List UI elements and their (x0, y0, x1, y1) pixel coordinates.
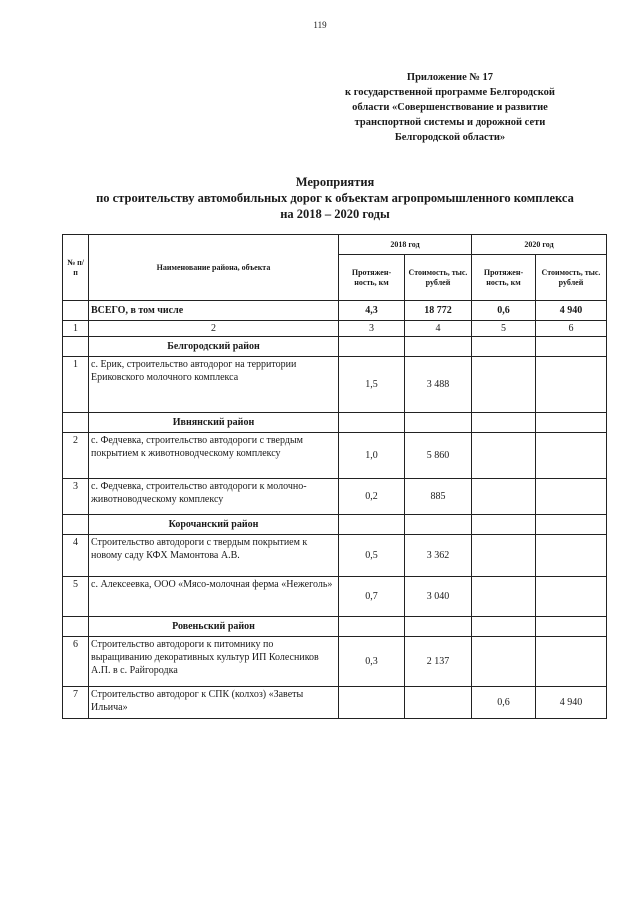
total-label: ВСЕГО, в том числе (89, 301, 339, 321)
header-row (63, 235, 607, 255)
column-number: 4 (405, 321, 472, 337)
district-num (63, 515, 89, 535)
column-number: 5 (472, 321, 536, 337)
row-length-2020 (472, 577, 536, 617)
district-name: Корочанский район (89, 515, 339, 535)
empty-cell (536, 515, 607, 535)
row-length-2018: 1,5 (339, 357, 405, 413)
row-num: 4 (63, 535, 89, 577)
total-cost-2020: 4 940 (536, 301, 607, 321)
row-length-2020 (472, 433, 536, 479)
district-row (63, 413, 607, 433)
column-number-row (63, 321, 607, 337)
total-row (63, 301, 607, 321)
appendix-line: к государственной программе Белгородской (345, 87, 555, 98)
row-num: 7 (63, 687, 89, 719)
header-length-2018: Протяжен-ность, км (339, 255, 405, 301)
measures-table (62, 234, 607, 719)
row-num: 1 (63, 357, 89, 413)
row-num: 5 (63, 577, 89, 617)
column-number: 6 (536, 321, 607, 337)
row-num: 2 (63, 433, 89, 479)
header-length-2020: Протяжен-ность, км (472, 255, 536, 301)
row-length-2020 (472, 479, 536, 515)
row-cost-2020 (536, 535, 607, 577)
column-number: 2 (89, 321, 339, 337)
empty-cell (472, 337, 536, 357)
appendix-line: Белгородской области» (394, 132, 506, 143)
row-cost-2018: 5 860 (405, 433, 472, 479)
document-title (40, 174, 630, 222)
empty-cell (472, 413, 536, 433)
district-name: Ровеньский район (89, 617, 339, 637)
title-line: по строительству автомобильных дорог к объектам агропромышленного комплекса (96, 191, 574, 205)
table-row (63, 479, 607, 515)
total-cost-2018: 18 772 (405, 301, 472, 321)
empty-cell (536, 617, 607, 637)
row-length-2018: 0,3 (339, 637, 405, 687)
row-length-2020 (472, 535, 536, 577)
row-num: 6 (63, 637, 89, 687)
row-cost-2020 (536, 637, 607, 687)
table-row (63, 433, 607, 479)
row-length-2020: 0,6 (472, 687, 536, 719)
table-row (63, 357, 607, 413)
row-length-2018: 0,5 (339, 535, 405, 577)
row-cost-2020 (536, 433, 607, 479)
district-name: Ивнянский район (89, 413, 339, 433)
row-name: Строительство автодороги с твердым покрытием к новому саду КФХ Мамонтова А.В. (89, 535, 339, 577)
total-num (63, 301, 89, 321)
row-num: 3 (63, 479, 89, 515)
district-name: Белгородский район (89, 337, 339, 357)
row-cost-2020 (536, 577, 607, 617)
empty-cell (405, 413, 472, 433)
district-num (63, 617, 89, 637)
row-length-2018: 1,0 (339, 433, 405, 479)
row-length-2018 (339, 687, 405, 719)
row-cost-2018: 3 362 (405, 535, 472, 577)
empty-cell (405, 617, 472, 637)
total-length-2020: 0,6 (472, 301, 536, 321)
row-name: Строительство автодорог к СПК (колхоз) «Заветы Ильича» (89, 687, 339, 719)
row-cost-2018: 3 040 (405, 577, 472, 617)
column-number: 3 (339, 321, 405, 337)
empty-cell (536, 413, 607, 433)
appendix-line: транспортной системы и дорожной сети (354, 117, 546, 128)
total-length-2018: 4,3 (339, 301, 405, 321)
row-length-2018: 0,7 (339, 577, 405, 617)
row-cost-2020: 4 940 (536, 687, 607, 719)
appendix-line: Приложение № 17 (406, 72, 494, 83)
row-cost-2018: 885 (405, 479, 472, 515)
row-cost-2018: 3 488 (405, 357, 472, 413)
empty-cell (339, 337, 405, 357)
row-cost-2020 (536, 479, 607, 515)
empty-cell (339, 413, 405, 433)
row-name: с. Федчевка, строительство автодороги с твердым покрытием к животноводческому комплексу (89, 433, 339, 479)
header-year-2018: 2018 год (339, 235, 472, 255)
district-row (63, 617, 607, 637)
title-line: Мероприятия (295, 175, 375, 189)
title-line: на 2018 – 2020 годы (280, 207, 390, 221)
table-row (63, 637, 607, 687)
appendix-header (330, 70, 570, 145)
row-cost-2018 (405, 687, 472, 719)
page-number: 119 (313, 20, 327, 30)
row-length-2020 (472, 637, 536, 687)
empty-cell (339, 515, 405, 535)
district-num (63, 413, 89, 433)
empty-cell (339, 617, 405, 637)
empty-cell (472, 515, 536, 535)
row-length-2020 (472, 357, 536, 413)
table-row (63, 535, 607, 577)
appendix-line: области «Совершенствование и развитие (352, 102, 548, 113)
row-name: с. Федчевка, строительство автодороги к молочно-животноводческому комплексу (89, 479, 339, 515)
header-cost-2018: Стоимость, тыс. рублей (405, 255, 472, 301)
header-num: № п/п (63, 235, 89, 301)
table-row (63, 577, 607, 617)
district-row (63, 337, 607, 357)
header-name: Наименование района, объекта (89, 235, 339, 301)
row-cost-2020 (536, 357, 607, 413)
district-num (63, 337, 89, 357)
empty-cell (405, 515, 472, 535)
empty-cell (536, 337, 607, 357)
empty-cell (472, 617, 536, 637)
column-number: 1 (63, 321, 89, 337)
row-cost-2018: 2 137 (405, 637, 472, 687)
empty-cell (405, 337, 472, 357)
row-name: с. Алексеевка, ООО «Мясо-молочная ферма «Нежеголь» (89, 577, 339, 617)
header-year-2020: 2020 год (472, 235, 607, 255)
row-length-2018: 0,2 (339, 479, 405, 515)
district-row (63, 515, 607, 535)
header-cost-2020: Стоимость, тыс. рублей (536, 255, 607, 301)
row-name: с. Ерик, строительство автодорог на территории Ериковского молочного комплекса (89, 357, 339, 413)
row-name: Строительство автодороги к питомнику по выращиванию декоративных культур ИП Колесников А.П. в с. Райгородка (89, 637, 339, 687)
table-row (63, 687, 607, 719)
